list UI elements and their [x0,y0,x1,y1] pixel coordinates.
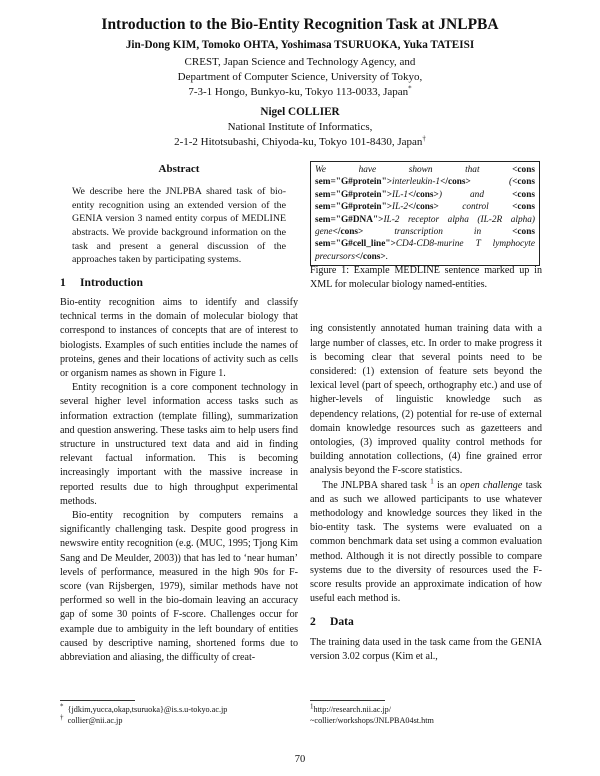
affiliation-1-line-3: 7-3-1 Hongo, Bunkyo-ku, Tokyo 113-0033, Japan* [188,84,412,98]
footnote-url-line-2[interactable]: ~collier/workshops/JNLPBA04st.htm [310,716,434,725]
intro-paragraph-2: Entity recognition is a core component technology in several higher level information access tasks such as information extraction (template filling), summarization and question answering. These tasks aim to help users find structure in unstructured text data and aid in finding relevant factual information. This is becoming increasingly important with the massive increase in reported results due to high throughput experimental methods. [60,382,298,507]
paper-title: Introduction to the Bio-Entity Recognition Task at JNLPBA [101,16,499,33]
body-paragraph-continued: ing consistently annotated human training data with a large number of classes, etc. In order to make progress it is becoming clear that several points need to be considered: (1) extension of feature sets beyond the lexical level (part of speech, orthography etc.) and use of higher-levels of linguistic knowledge such as dependency relations, (2) potential for re-use of external domain knowledge resources such as gazetteers and ontologies, (3) improved quality control methods for building annotation collections, (4) fine grained error analysis beyond the F-score statistics. [310,323,542,477]
intro-paragraph-3: Bio-entity recognition by computers remains a significantly challenging task. Despite good progress in newswire entity recognition (e.g. (MUC, 1995; Tjong Kim Sang and De Meulder, 2003)) that has led to ‘near human’ levels of performance, measured in the high 90s for F-score (van Rijsbergen, 1979), similar methods have not performed so well in the bio-domain leaving an accuracy gap of some 30 points of F-score. Challenges occur for example due to ambiguity in the left boundary of entities caused by descriptive naming, shortened forms due to abbreviation and aliasing, the difficulty of creat- [60,510,298,664]
right-column [310,264,542,664]
body-paragraph-shared-task: The JNLPBA shared task $^1$ is an open challenge task and as such we allowed participants to use whatever methodology and knowledge sources they liked in the bio-entity task. The systems were evaluated on a common benchmark data set using a common evaluation method. Although it is not directly possible to compare systems due to the diversity of resources used the F-score results provide an approximate indication of how useful each method is. [310,477,542,605]
abstract-heading: Abstract [158,163,200,175]
footnotes-right [310,704,542,726]
section-1-heading: 1 Introduction [60,275,143,289]
author-list-1: Jin-Dong KIM, Tomoko OHTA, Yoshimasa TSURUOKA, Yuka TATEISI [125,39,475,51]
section-2-heading: 2 Data [310,615,354,629]
affiliation-1-line-2: Department of Computer Science, University of Tokyo, [177,71,423,83]
affiliation-2-line-1: National Institute of Informatics, [227,121,373,133]
data-paragraph: The training data used in the task came from the GENIA version 3.02 corpus (Kim et al., [310,636,542,662]
footnote-ref-1: 1 [430,477,434,486]
page-number: 70 [294,754,306,765]
figure-1-xml-example: We have shown that <cons sem="G#protein">interleukin-1</cons> (<cons sem="G#protein">IL-1</cons>) and <cons sem="G#protein">IL-2</cons> control <cons sem="G#DNA">IL-2 receptor alpha (IL-2R alpha) gene</cons> transcription in <cons sem="G#cell_line">CD4-CD8-murine T lymphocyte precursors</cons>. [310,161,540,266]
affiliation-2-line-2: 2-1-2 Hitotsubashi, Chiyoda-ku, Tokyo 101-8430, Japan† [174,134,426,148]
footnote-email-1: * {jdkim,yucca,okap,tsuruoka}@is.s.u-tokyo.ac.jp [60,702,228,714]
footnote-url-line-1[interactable]: $^1$http://research.nii.ac.jp/ [310,702,392,714]
author-2: Nigel COLLIER [260,106,340,118]
footnote-rule-right [310,700,385,701]
footnote-email-2: † collier@nii.ac.jp [60,713,123,725]
abstract-text: We describe here the JNLPBA shared task of bio-entity recognition using an extended version of the GENIA version 3 named entity corpus of MEDLINE abstracts. We provide background information on the task and present a general discussion of the approaches taken by participating systems. [72,186,286,266]
figure-1-caption: Figure 1: Example MEDLINE sentence marked up in XML for molecular biology named-entities. [310,265,542,291]
footnotes-left [60,704,298,726]
affiliation-1-line-1: CREST, Japan Science and Technology Agency, and [184,56,416,68]
footnote-rule-left [60,700,135,701]
left-column [60,162,298,665]
intro-paragraph-1: Bio-entity recognition aims to identify and classify technical terms in the domain of molecular biology that correspond to instances of concepts that are of interest to biologists. Examples of such entities include the names of proteins, genes and their locations of activity such as cells or organism names as shown in Figure 1. [60,296,298,379]
